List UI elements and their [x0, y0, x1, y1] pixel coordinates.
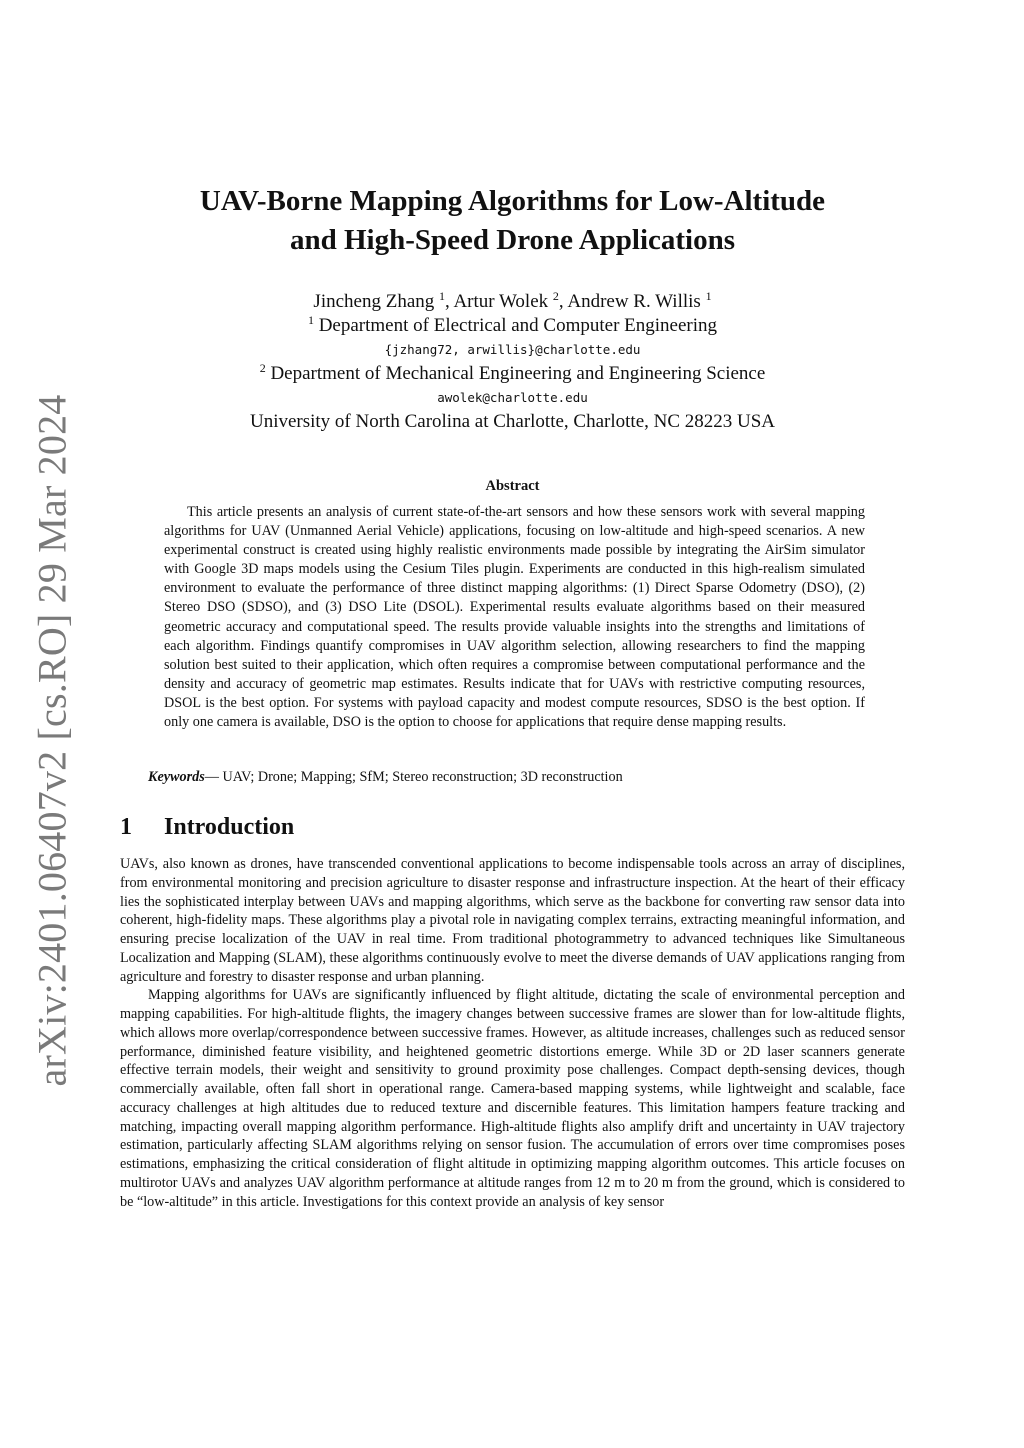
- section-number: 1: [120, 814, 132, 841]
- university: University of North Carolina at Charlotte, Charlotte, NC 28223 USA: [249, 411, 776, 432]
- affiliation-name: Department of Electrical and Computer Engineering: [318, 315, 718, 336]
- author-affiliation-mark: 1: [705, 289, 712, 303]
- affiliation-2: [120, 362, 905, 386]
- section-title: Introduction: [164, 814, 295, 841]
- intro-paragraph-1: UAVs, also known as drones, have transcended conventional applications to become indispensable tools across an array of disciplines, from environmental monitoring and precision agriculture to disaster response and infrastructure inspection. At the heart of their efficacy lies the sophisticated interplay between UAVs and mapping algorithms, which serve as the backbone for converting raw sensor data into coherent, high-fidelity maps. These algorithms play a pivotal role in navigating complex terrains, extracting meaningful information, and ensuring precise localization of the UAV in real time. From traditional photogrammetry to advanced techniques like Simultaneous Localization and Mapping (SLAM), these algorithms continuously evolve to meet the diverse demands of UAV applications ranging from agriculture and forestry to disaster response and urban planning.: [120, 856, 905, 985]
- author-names: Jincheng Zhang $^1$, Artur Wolek $^2$, Andrew R. Willis $^1$: [313, 289, 712, 312]
- section-heading-introduction: [120, 813, 905, 841]
- keywords-label: Keywords: [148, 769, 205, 786]
- keywords-line: [148, 768, 905, 787]
- arxiv-identifier-margin: [12, 394, 92, 1086]
- affiliation-mark: 1: [307, 313, 314, 327]
- author-name: Andrew R. Willis: [567, 291, 701, 312]
- title-line-1: UAV-Borne Mapping Algorithms for Low-Altitude: [199, 185, 826, 217]
- paper-page: [120, 182, 905, 1211]
- arxiv-identifier: arXiv:2401.06407v2 [cs.RO] 29 Mar 2024: [29, 394, 75, 1086]
- title-line-2: and High-Speed Drone Applications: [289, 224, 736, 256]
- intro-paragraph-2: Mapping algorithms for UAVs are significantly influenced by flight altitude, dictating the scale of environmental perception and mapping capabilities. For high-altitude flights, the imagery changes between successive frames are slower than for low-altitude flights, which allows more overlap/correspondence between successive frames. However, as altitude increases, challenges such as reduced sensor performance, diminished feature visibility, and heightened geometric distortions emerge. While 3D or 2D laser scanners generate effective terrain models, their weight and sensitivity to ground proximity pose challenges. Compact depth-sensing devices, though commercially available, often fall short in operational range. Camera-based mapping systems, while lightweight and scalable, face accuracy challenges at high altitudes due to reduced texture and discernible features. This limitation hampers feature tracking and matching, impacting overall mapping algorithm performance. High-altitude flights also amplify drift and uncertainty in UAV trajectory estimation, particularly affecting SLAM algorithms relying on sensor fusion. The accumulation of errors over time compromises poses estimations, emphasizing the critical consideration of flight altitude in optimizing mapping algorithm outcomes. This article focuses on multirotor UAVs and analyzes UAV algorithm performance at altitude ranges from 12 m to 20 m from the ground, which is considered to be “low-altitude” in this article. Investigations for this context provide an analysis of key sensor: [120, 987, 905, 1210]
- abstract-heading: Abstract: [485, 478, 540, 494]
- abstract-text: This article presents an analysis of current state-of-the-art sensors and how these sensors work with several mapping algorithms for UAV (Unmanned Aerial Vehicle) applications, focusing on low-altitude and high-speed scenarios. A new experimental construct is created using highly realistic environments made possible by integrating the AirSim simulator with Google 3D maps models using the Cesium Tiles plugin. Experiments are conducted in this high-realism simulated environment to evaluate the performance of three distinct mapping algorithms: (1) Direct Sparse Odometry (DSO), (2) Stereo DSO (SDSO), and (3) DSO Lite (DSOL). Experimental results evaluate algorithms based on their measured geometric accuracy and computational speed. The results provide valuable insights into the strengths and limitations of each algorithm. Findings quantify compromises in UAV algorithm selection, allowing researchers to find the mapping solution best suited to their application, which often requires a compromise between computational performance and the density and accuracy of geometric map estimates. Results indicate that for UAVs with restrictive computing resources, DSOL is the best option. For systems with payload capacity and modest compute resources, SDSO is the best option. If only one camera is available, DSO is the option to choose for applications that require dense mapping results.: [164, 504, 865, 731]
- affiliation-mark: 2: [259, 361, 266, 375]
- author-affiliation-mark: 1: [439, 289, 445, 303]
- keywords-text: UAV; Drone; Mapping; SfM; Stereo reconstruction; 3D reconstruction: [222, 769, 623, 786]
- author-block: [120, 290, 905, 434]
- paper-title: [120, 182, 905, 260]
- email-2[interactable]: awolek@charlotte.edu: [437, 390, 588, 405]
- author-name: Jincheng Zhang: [313, 291, 435, 312]
- affiliation-name: Department of Mechanical Engineering and Engineering Science: [270, 363, 766, 384]
- author-name: Artur Wolek: [453, 291, 549, 312]
- keywords-separator: —: [204, 769, 223, 786]
- author-affiliation-mark: 2: [552, 289, 559, 303]
- affiliation-1: [120, 314, 905, 338]
- email-1[interactable]: {jzhang72, arwillis}@charlotte.edu: [384, 342, 641, 357]
